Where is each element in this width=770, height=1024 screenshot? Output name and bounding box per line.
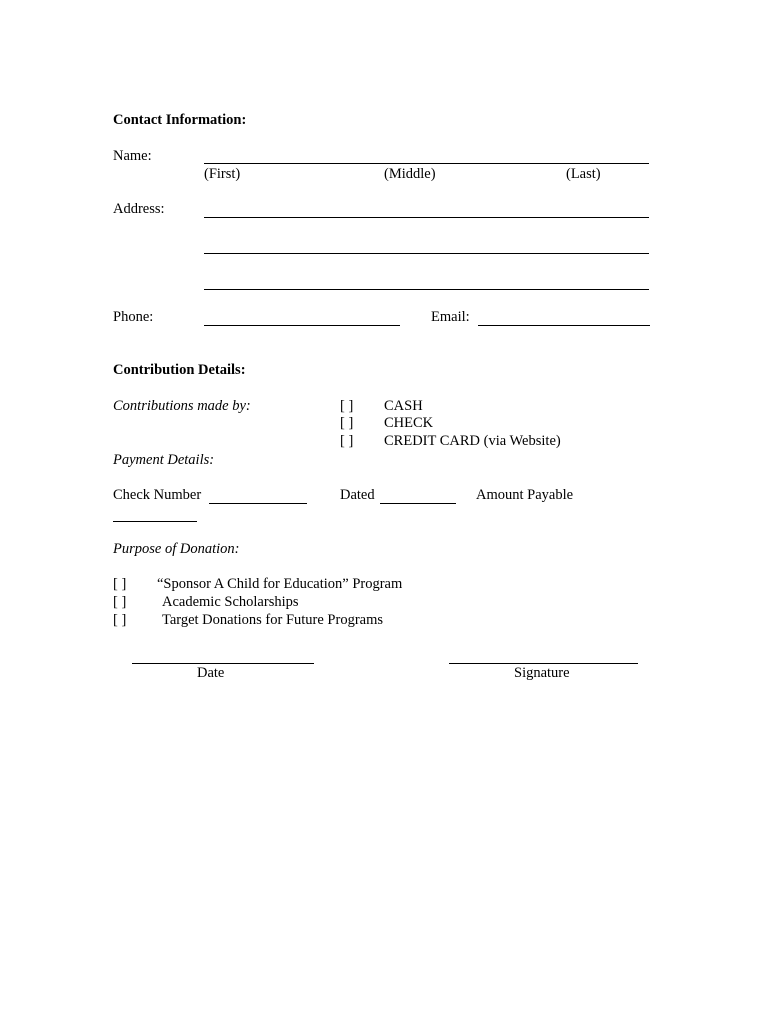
- name-first-sublabel: (First): [204, 166, 241, 182]
- check-number-label: Check Number: [113, 487, 202, 503]
- method-label-check: CHECK: [384, 415, 434, 431]
- contributions-made-by-label: Contributions made by:: [113, 398, 251, 414]
- email-field-line[interactable]: [478, 325, 650, 326]
- method-label-cash: CASH: [384, 398, 423, 414]
- check-number-field-line[interactable]: [209, 503, 307, 504]
- name-field-line[interactable]: [204, 163, 649, 164]
- dated-label: Dated: [340, 487, 375, 503]
- address-label: Address:: [113, 201, 165, 217]
- address-field-line-1[interactable]: [204, 217, 649, 218]
- method-checkbox-cash[interactable]: [ ]: [340, 398, 354, 414]
- amount-payable-label: Amount Payable: [476, 487, 574, 503]
- name-last-sublabel: (Last): [566, 166, 601, 182]
- purpose-checkbox-scholarships[interactable]: [ ]: [113, 594, 127, 610]
- purpose-option-target-donations: Target Donations for Future Programs: [162, 612, 384, 628]
- name-middle-sublabel: (Middle): [384, 166, 436, 182]
- contact-heading: Contact Information:: [113, 112, 247, 128]
- purpose-option-sponsor: “Sponsor A Child for Education” Program: [157, 576, 403, 592]
- purpose-checkbox-target-donations[interactable]: [ ]: [113, 612, 127, 628]
- method-label-credit-card: CREDIT CARD (via Website): [384, 433, 561, 449]
- address-field-line-2[interactable]: [204, 253, 649, 254]
- email-label: Email:: [431, 309, 470, 325]
- phone-field-line[interactable]: [204, 325, 400, 326]
- address-field-line-3[interactable]: [204, 289, 649, 290]
- method-checkbox-check[interactable]: [ ]: [340, 415, 354, 431]
- contribution-heading: Contribution Details:: [113, 362, 246, 378]
- purpose-checkbox-sponsor[interactable]: [ ]: [113, 576, 127, 592]
- phone-label: Phone:: [113, 309, 154, 325]
- method-checkbox-credit-card[interactable]: [ ]: [340, 433, 354, 449]
- dated-field-line[interactable]: [380, 503, 456, 504]
- date-label: Date: [197, 665, 225, 681]
- signature-label: Signature: [514, 665, 570, 681]
- amount-payable-field-line[interactable]: [113, 521, 197, 522]
- payment-details-label: Payment Details:: [113, 452, 215, 468]
- purpose-label: Purpose of Donation:: [113, 541, 240, 557]
- purpose-option-scholarships: Academic Scholarships: [162, 594, 299, 610]
- name-label: Name:: [113, 148, 152, 164]
